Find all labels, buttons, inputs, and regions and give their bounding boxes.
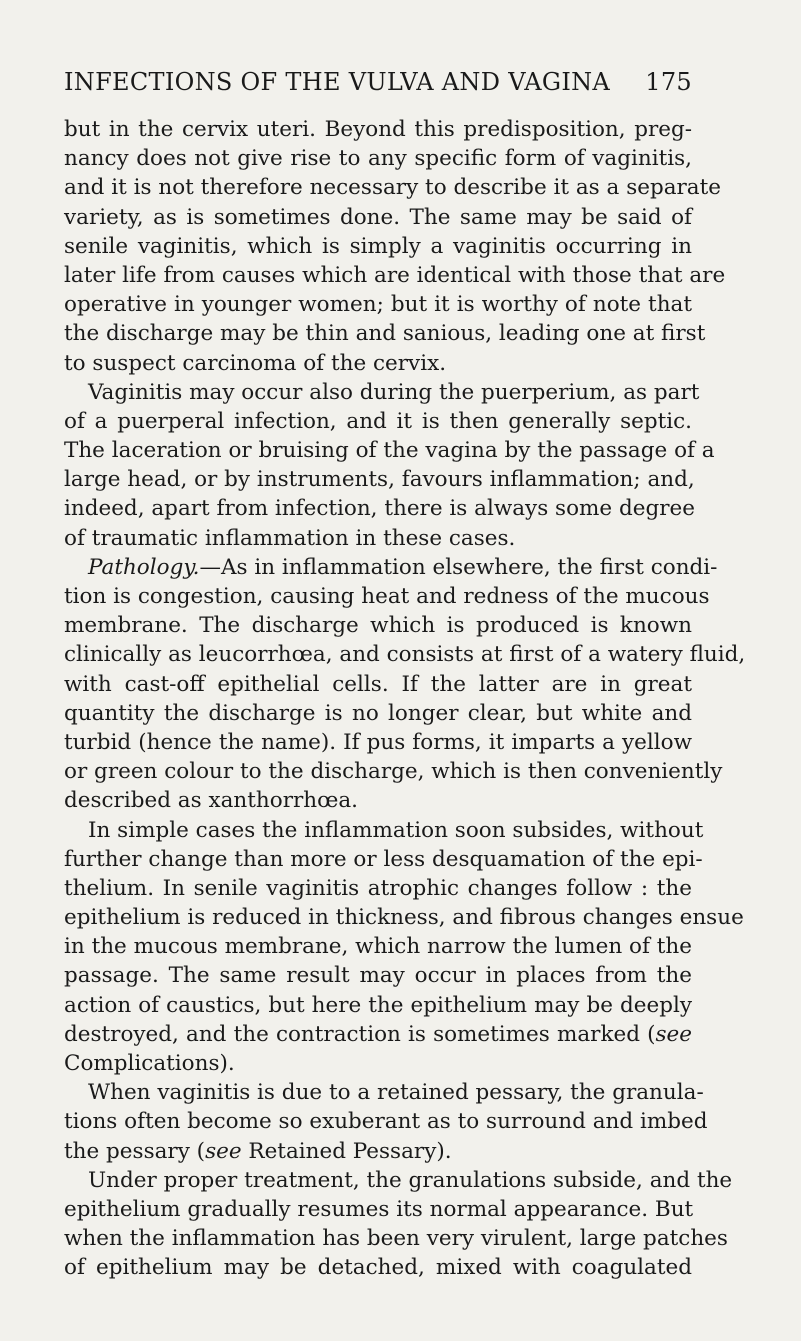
text-line: thelium. In senile vaginitis atrophic changes follow : the bbox=[64, 875, 692, 901]
text-line: of epithelium may be detached, mixed with coagulated bbox=[64, 1255, 692, 1281]
text-line: passage. The same result may occur in places from the bbox=[64, 963, 692, 989]
text-line-with-crossref bbox=[64, 1020, 692, 1049]
text-line: The laceration or bruising of the vagina by the passage of a bbox=[64, 438, 715, 464]
text-line: when the inflammation has been very virulent, large patches bbox=[64, 1226, 728, 1252]
text-line: membrane. The discharge which is produced is known bbox=[64, 613, 692, 639]
text-line-with-heading bbox=[64, 553, 718, 582]
body-text bbox=[64, 115, 746, 1283]
see-reference: see bbox=[205, 1138, 242, 1164]
text-fragment: Retained Pessary). bbox=[248, 1138, 452, 1164]
text-line: Under proper treatment, the granulations subside, and the bbox=[88, 1167, 733, 1193]
text-fragment: —As in inflammation elsewhere, the first condi- bbox=[199, 554, 718, 580]
page-number: 175 bbox=[645, 68, 692, 96]
text-line: further change than more or less desquamation of the epi- bbox=[64, 846, 703, 872]
text-line: quantity the discharge is no longer clear, but white and bbox=[64, 700, 692, 726]
text-line: Complications). bbox=[64, 1051, 235, 1076]
text-line: Vaginitis may occur also during the puerperium, as part bbox=[88, 379, 700, 405]
text-line: turbid (hence the name). If pus forms, it imparts a yellow bbox=[64, 729, 692, 755]
text-line: epithelium gradually resumes its normal appearance. But bbox=[64, 1196, 694, 1222]
text-line: large head, or by instruments, favours inflammation; and, bbox=[64, 467, 695, 493]
text-line: When vaginitis is due to a retained pessary, the granula- bbox=[88, 1080, 704, 1106]
text-line: indeed, apart from infection, there is always some degree bbox=[64, 496, 695, 522]
text-line: of traumatic inflammation in these cases. bbox=[64, 525, 516, 551]
text-line: later life from causes which are identical with those that are bbox=[64, 262, 726, 288]
text-line: or green colour to the discharge, which is then conveniently bbox=[64, 759, 723, 785]
text-line: described as xanthorrhœa. bbox=[64, 788, 359, 814]
text-line: the discharge may be thin and sanious, leading one at first bbox=[64, 321, 706, 347]
see-reference: see bbox=[655, 1021, 692, 1047]
running-head bbox=[64, 68, 692, 104]
text-line: tion is congestion, causing heat and redness of the mucous bbox=[64, 584, 710, 609]
text-line: to suspect carcinoma of the cervix. bbox=[64, 350, 447, 376]
chapter-title: INFECTIONS OF THE VULVA AND VAGINA bbox=[64, 68, 611, 96]
text-line: clinically as leucorrhœa, and consists at first of a watery fluid, bbox=[64, 642, 746, 668]
text-line: variety, as is sometimes done. The same may be said of bbox=[64, 204, 692, 230]
text-line: in the mucous membrane, which narrow the lumen of the bbox=[64, 934, 692, 960]
text-line: In simple cases the inflammation soon subsides, without bbox=[88, 817, 704, 843]
text-fragment: destroyed, and the contraction is sometimes marked ( bbox=[64, 1021, 656, 1047]
text-line: tions often become so exuberant as to surround and imbed bbox=[64, 1109, 708, 1135]
text-line: with cast-off epithelial cells. If the latter are in great bbox=[64, 671, 692, 697]
text-line: action of caustics, but here the epithelium may be deeply bbox=[64, 992, 692, 1018]
text-line: nancy does not give rise to any specific form of vaginitis, bbox=[64, 146, 692, 172]
text-line: epithelium is reduced in thickness, and fibrous changes ensue bbox=[64, 905, 744, 931]
text-fragment: the pessary ( bbox=[64, 1138, 206, 1164]
text-line: of a puerperal infection, and it is then generally septic. bbox=[64, 408, 692, 434]
text-line-with-crossref bbox=[64, 1137, 692, 1166]
text-line: operative in younger women; but it is worthy of note that bbox=[64, 292, 692, 318]
text-line: but in the cervix uteri. Beyond this predisposition, preg- bbox=[64, 117, 692, 142]
pathology-heading: Pathology. bbox=[88, 554, 200, 580]
text-line: senile vaginitis, which is simply a vaginitis occurring in bbox=[64, 233, 692, 259]
text-line: and it is not therefore necessary to describe it as a separate bbox=[64, 175, 721, 201]
